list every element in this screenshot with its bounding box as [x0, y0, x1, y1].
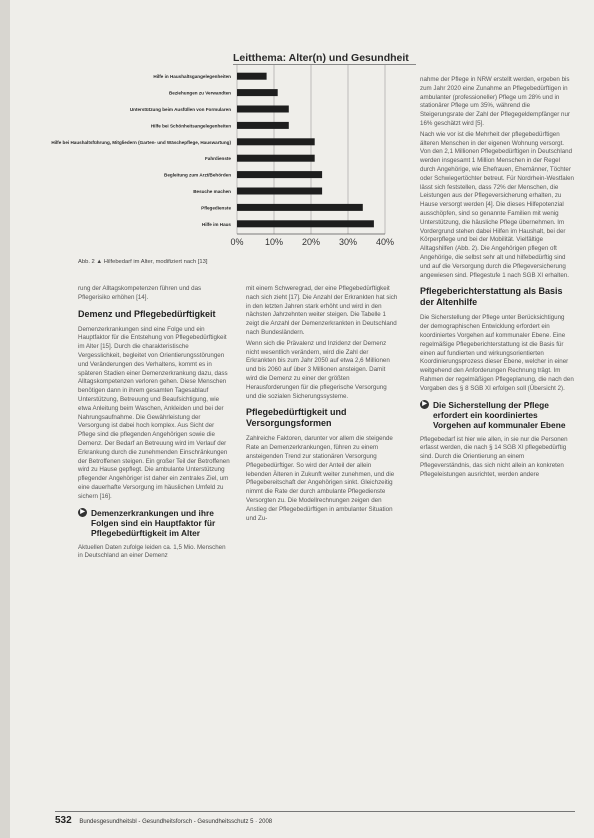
section-header: Leitthema: Alter(n) und Gesundheit — [233, 52, 409, 64]
paragraph: Demenzerkrankungen sind eine Folge und ein Hauptfaktor für die Entstehung von Pflegebedürftigkeit im Alter [15]. Durch die charakteristische Vergesslichkeit, begleitet von Orientierungsstörungen und Veränderungen des Verhaltens, kommt es in späteren Stadien einer Demenzerkrankung dazu, dass Alltagskompetenzen verloren gehen. Diese Menschen benötigen dann in ihrem gesamten Tagesablauf Unterstützung, Betreuung und Beaufsichtigung, wie etwa Anleitung beim Waschen, Ankleiden und bei der Nahrungsaufnahme. Die Gewährleistung der Versorgung ist dabei hoch komplex. Aus Sicht der Pflege sind die pflegenden Angehörigen sowie die Demenz. Der Bedarf an Betreuung wird im Verlauf der Erkrankung durch die zunehmenden Einschränkungen der Betroffenen steigen. Ein großer Teil der Betroffenen wird zu Hause gepflegt. Die ambulante Unterstützung pflegender Angehöriger ist daher ein zentrales Ziel, um eine dauerhafte Versorgung im häuslichen Umfeld zu sichern [16]. — [78, 325, 230, 500]
category-label: Hilfe im Haus — [201, 221, 231, 227]
section-heading-bericht: Pflegeberichterstattung als Basis der Altenhilfe — [420, 286, 563, 308]
x-tick-label: 20% — [301, 237, 321, 247]
bar — [237, 171, 322, 178]
bar — [237, 155, 315, 162]
page-footer — [55, 815, 594, 826]
help-needs-bar-chart — [38, 62, 416, 254]
bar — [237, 204, 363, 211]
journal-citation: Bundesgesundheitsbl - Gesundheitsforsch - Gesundheitsschutz 5 · 2008 — [79, 819, 273, 825]
paragraph: Wenn sich die Prävalenz und Inzidenz der Demenz nicht wesentlich verändern, wird die Zahl der Erkrankten bis zum Jahr 2050 auf etwa 2,6 Millionen und bis 2060 auf über 3 Millionen ansteigen. Damit wird die Demenz zu einer der größten Herausforderungen für die pflegerische Versorgung und die sozialen Sicherungssysteme. — [246, 339, 390, 400]
page-gutter-shadow — [0, 0, 10, 838]
category-label: Hilfe bei Schönheitsangelegenheiten — [150, 123, 231, 129]
column-2 — [246, 285, 398, 525]
category-label: Fahrdienste — [204, 156, 231, 162]
column-3 — [420, 76, 575, 481]
x-tick-label: 40% — [375, 237, 395, 247]
callout-text: Die Sicherstellung der Pflege erfordert ein koordiniertes Vorgehen auf kommunaler Ebene — [433, 399, 566, 430]
category-label: Hilfe in Haushaltsgangelegenheiten — [153, 74, 231, 80]
paragraph: mit einem Schweregrad, der eine Pflegebedürftigkeit nach sich zieht [17]. Die Anzahl der Erkrankten hat sich in den letzten Jahren stark erhöht und wird in den nächsten Jahrzehnten weiter steigen. Die Tabelle 1 zeigt die Anzahl der Demenzerkrankten in Deutschland nach Bundesländern. — [246, 285, 398, 336]
callout-heading — [420, 400, 575, 430]
arrow-right-icon: ▶ — [78, 508, 87, 517]
bar — [237, 188, 322, 195]
category-label: Beziehungen zu Verwandten — [168, 90, 231, 96]
bar — [237, 220, 374, 227]
paragraph: Zahlreiche Faktoren, darunter vor allem die steigende Rate an Demenzerkrankungen, führen zu einem ansteigenden Trend zur stationären Versorgung Pflegebedürftiger. So wird der Anteil der allein lebenden Älteren in Zukunft weiter zunehmen, und die Pflegebereitschaft der Angehörigen sinkt. Gleichzeitig nimmt die Rate der durch ambulante Pflegedienste Versorgten zu. Die Modellrechnungen zeigen den Anstieg der Pflegebedürftigen in ambulanter Situation und Zu- — [246, 435, 395, 522]
callout-heading — [78, 508, 230, 538]
column-1 — [78, 285, 230, 563]
section-heading-pflege: Pflegebedürftigkeit und Versorgungsformen — [246, 407, 347, 429]
paragraph: nahme der Pflege in NRW erstellt werden, ergeben bis zum Jahr 2020 eine Zunahme an Pflegebedürftigen in ambulanter (professioneller) Pflege um 28% und in stationärer Pflege um 35%, während die Steigerungsrate der Zahl der Pflegegeldempfänger nur 16% geschätzt wird [5]. — [420, 76, 570, 127]
category-label: Begleitung zum Arzt/Behörden — [164, 172, 231, 178]
x-tick-label: 0% — [230, 237, 244, 247]
paragraph: Pflegebedarf ist hier wie allen, in sie nur die Personen erfasst werden, die nach § 14 SGB XI pflegebedürftig sind. Durch die Orientierung an einem Pflegeverständnis, das sich nicht allein an konkreten Pflegeleistungen ausrichtet, werden andere — [420, 435, 568, 478]
bar — [237, 122, 289, 129]
x-tick-label: 10% — [264, 237, 284, 247]
bar — [237, 138, 315, 145]
bar — [237, 73, 267, 80]
category-label: Unterstützung beim Ausfüllen von Formularen — [129, 107, 231, 112]
paragraph: Nach wie vor ist die Mehrheit der pflegebedürftigen älteren Menschen in der eigenen Wohnung versorgt. Von den 2,1 Millionen Pflegebedürftigen in Deutschland werden insgesamt 1 Million Menschen in der Regel durch Angehörige, wie Ehefrauen, Ehemänner, Töchter oder Schwiegertöchter betreut. Für Nordrhein-Westfalen lässt sich feststellen, dass 72% der Menschen, die Leistungen aus der Pflegeversicherung erhalten, zu Hause versorgt werden [4]. Die dieses Hilfepotenzial ausschöpfen, sind so genannte Familien mit wenig Unterstützung, die häusliche Pflege übernehmen. Im Vordergrund stehen dabei Hilfen im Haushalt, bei der Körperpflege und bei der Mobilität. Vielfältige Alltagshilfen (Abb. 2). Die Angehörigen pflegen oft Angehörige, die selbst sehr alt und hilfebedürftig sind und auf die Versorgung durch die Pflegeversicherung angewiesen sind. Pflegestufe 1 nach SGB XI erhalten. — [420, 130, 574, 279]
page-number: 532 — [55, 815, 72, 826]
figure-caption: Abb. 2 ▲ Hilfebedarf im Alter, modifiziert nach [13] — [78, 259, 208, 265]
bar — [237, 89, 278, 96]
section-heading-demenz: Demenz und Pflegebedürftigkeit — [78, 308, 216, 319]
arrow-right-icon: ▶ — [420, 400, 429, 409]
paragraph: Die Sicherstellung der Pflege unter Berücksichtigung der demographischen Entwicklung erfordert ein koordiniertes Vorgehen auf kommunaler Ebene. Eine regelmäßige Pflegeberichterstattung ist die Basis für einen auf fundierten und wirkungsorientierten Koordinierungsprozess dieser Ebene, welcher in einer weitgehend den Anforderungen Rechnung trägt. Im Rahmen der regelmäßigen Pflegeplanung, die nach den Vorgaben des § 8 SGB XI erfolgen soll (Übersicht 2). — [420, 314, 574, 392]
category-label: Pflegedienste — [201, 205, 231, 211]
category-label: Besuche machen — [193, 189, 231, 194]
callout-text: Demenzerkrankungen und ihre Folgen sind ein Hauptfaktor für Pflegebedürftigkeit im Alter — [91, 507, 216, 538]
x-tick-label: 30% — [338, 237, 358, 247]
category-label: Hilfe bei Haushaltsführung, Mitgliedern (Garten- und Wäschepflege, Hauswartung) — [51, 139, 231, 145]
bar — [237, 106, 289, 113]
footer-rule — [55, 811, 575, 812]
paragraph: rung der Alltagskompetenzen führen und das Pflegerisiko erhöhen [14]. — [78, 285, 202, 301]
paragraph: Aktuellen Daten zufolge leiden ca. 1,5 Mio. Menschen in Deutschland an einer Demenz — [78, 543, 226, 560]
